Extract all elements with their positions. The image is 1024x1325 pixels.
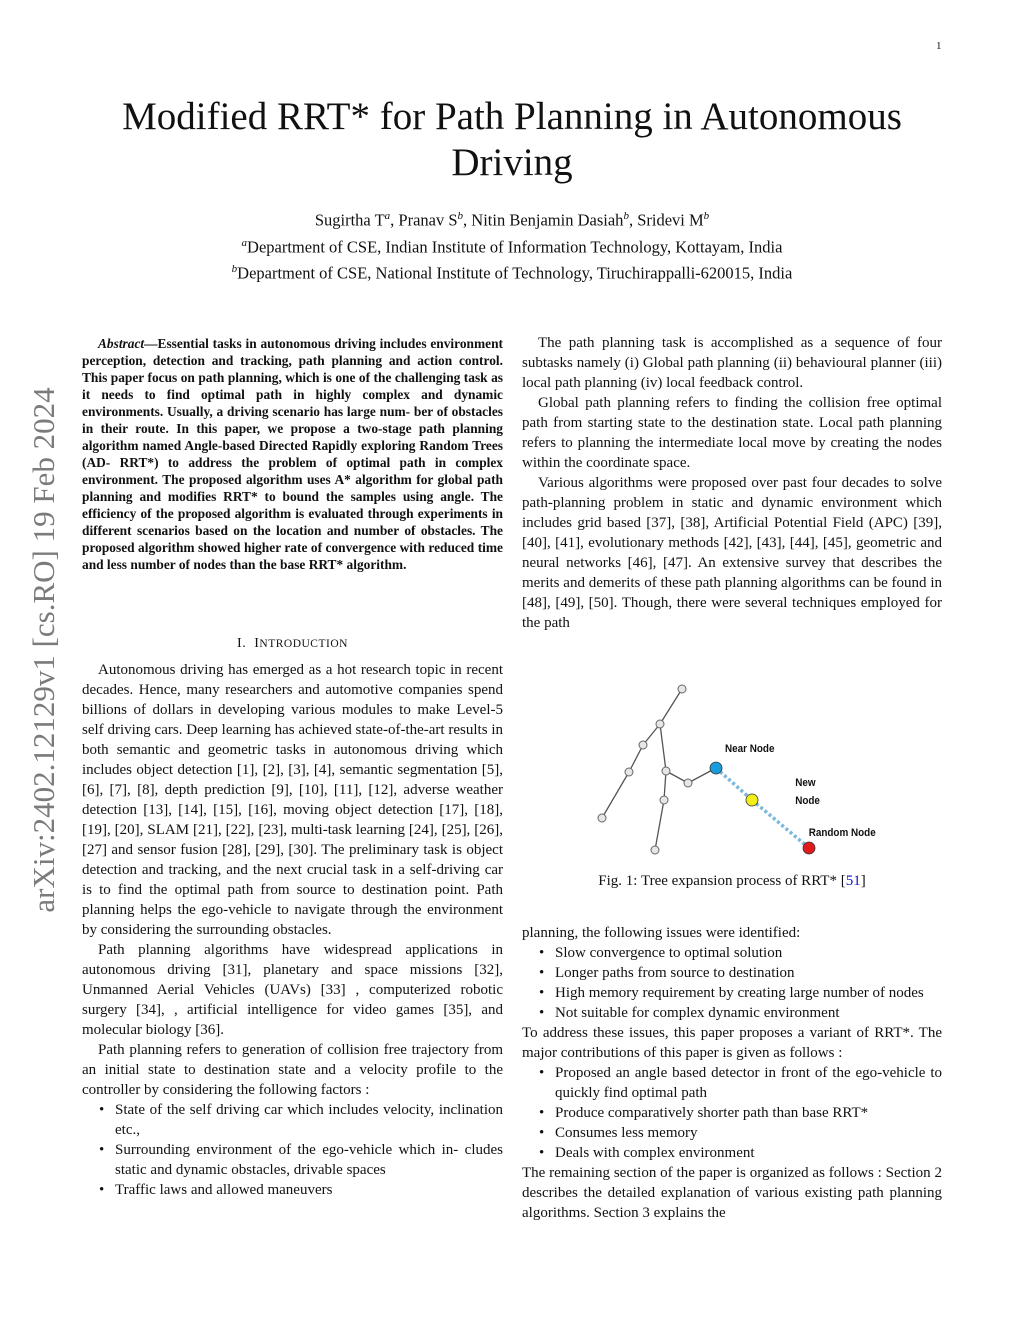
body-paragraph: The path planning task is accomplished as a sequence of four subtasks namely (i) Global path planning (ii) behavioural planner (iii) local path planning (iv) local feedback control. [522, 335, 942, 391]
new-node-label: Node [795, 795, 820, 808]
body-paragraph: Various algorithms were proposed over past four decades to solve path-planning problem in static and dynamic environment which includes grid based [37], [38], Artificial Potential Field (APC) [39], [40], [41], evolutionary methods [42], [43], [44], [45], geometric and neural networks [46], [47]. An extensive survey that describes the merits and demerits of these path planning algorithms can be found in [48], [49], [50]. Though, there were several techniques employed for the path [522, 475, 942, 631]
tree-node [598, 814, 606, 822]
arxiv-identifier[interactable]: arXiv:2402.12129v1 [cs.RO] 19 Feb 2024 [26, 387, 61, 913]
author-name: Sugirtha T [314, 210, 385, 230]
issues-list [522, 943, 942, 1023]
list-item: • Longer paths from source to destination [555, 963, 942, 983]
list-item: • Produce comparatively shorter path than base RRT* [555, 1103, 942, 1123]
list-item: • Deals with complex environment [555, 1143, 942, 1163]
tree-node [625, 768, 633, 776]
figure-tree-expansion [590, 678, 880, 863]
contributions-list [522, 1063, 942, 1163]
author-affil-mark: b [623, 210, 629, 222]
figure-caption: Fig. 1: Tree expansion process of RRT* [51] [598, 873, 866, 889]
list-item: • Slow convergence to optimal solution [555, 943, 942, 963]
near-node-marker [710, 762, 722, 774]
body-paragraph: planning, the following issues were identified: [522, 925, 801, 941]
tree-node [662, 767, 670, 775]
section-heading-introduction: I. INTRODUCTION [237, 636, 348, 651]
factors-list [82, 1100, 503, 1200]
near-node-label: Near Node [725, 743, 775, 756]
new-node-label: New [795, 777, 816, 790]
tree-node [656, 720, 664, 728]
author-name: Nitin Benjamin Dasiah [471, 210, 624, 230]
affiliation-a: $^a$Department of CSE, Indian Institute of Information Technology, Kottayam, India [241, 236, 783, 256]
tree-nodes [598, 685, 692, 854]
tree-node [651, 846, 659, 854]
list-item: • Consumes less memory [555, 1123, 942, 1143]
list-item: • Proposed an angle based detector in front of the ego-vehicle to quickly find optimal path [555, 1063, 942, 1103]
right-column-top [522, 333, 942, 633]
tree-node [660, 796, 668, 804]
intro-paragraph: Path planning algorithms have widespread applications in autonomous driving [31], planetary and space missions [32], Unmanned Aerial Vehicles (UAVs) [33] , computerized robotic surgery [34], , artificial intelligence for video games [35], and molecular biology [36]. [82, 942, 503, 1038]
tree-edges [602, 689, 716, 850]
body-paragraph: Global path planning refers to finding the collision free optimal path from starting state to the destination state. Local path planning refers to planning the intermediate local move by creating the nodes within the coordinate space. [522, 395, 942, 471]
citation-link[interactable]: 51 [845, 873, 861, 889]
abstract [82, 335, 503, 573]
abstract-text: —Essential tasks in autonomous driving includes environment perception, detection and tracking, path planning and action control. This paper focus on path planning, which is one of the challenging task as it needs to find optimal path in highly complex and dynamic environments. Usually, a driving scenario has large num- ber of obstacles in their route. In this paper, we propose a two-stage path planning algorithm named Angle-based Directed Rapidly exploring Random Trees (AD- RRT*) to address the problem of optimal path in complex environment. The proposed algorithm uses A* algorithm for global path planning and modifies RRT* to bound the samples using angle. The efficiency of the proposed algorithm is evaluated through experiments in different scenarios based on the location and number of obstacles. The proposed algorithm showed higher rate of convergence with reduced time and less number of nodes than the base RRT* algorithm. [82, 336, 503, 572]
left-column [82, 660, 503, 1200]
tree-node [639, 741, 647, 749]
new-node-marker [746, 794, 758, 806]
tree-node [678, 685, 686, 693]
author-affil-mark: b [457, 210, 464, 222]
page-number: 1 [936, 40, 942, 52]
body-paragraph: The remaining section of the paper is organized as follows : Section 2 describes the detailed explanation of various existing path planning algorithms. Section 3 explains the [522, 1165, 942, 1221]
author-affil-mark: a [384, 210, 391, 222]
random-node-label: Random Node [808, 827, 876, 840]
list-item: • Traffic laws and allowed maneuvers [115, 1180, 503, 1200]
author-list: Sugirtha $T^a$, Pranav $S^b$, Nitin Benjamin Dasiah$^b$, Sridevi $M^b$ [314, 210, 710, 230]
list-item: • State of the self driving car which includes velocity, inclination etc., [115, 1100, 503, 1140]
author-affil-mark: b [703, 210, 710, 222]
list-item: • High memory requirement by creating large number of nodes [555, 983, 942, 1003]
right-column-bottom [522, 923, 942, 1223]
author-block [60, 205, 964, 285]
list-item: • Surrounding environment of the ego-vehicle which in- cludes static and dynamic obstacles, drivable spaces [115, 1140, 503, 1180]
affiliation-b: $^b$Department of CSE, National Institute of Technology, Tiruchirappalli-620015, India [231, 263, 793, 283]
intro-paragraph: Path planning refers to generation of collision free trajectory from an initial state to destination state and a velocity profile to the controller by considering the following factors : [82, 1042, 503, 1098]
intro-paragraph: Autonomous driving has emerged as a hot research topic in recent decades. Hence, many researchers and automotive companies spend billions of dollars in developing various modules to make Level-5 self driving cars. Deep learning has achieved state-of-the-art results in both semantic and geometric tasks in autonomous driving which includes object detection [1], [2], [3], [4], semantic segmentation [5], [6], [7], [8], depth prediction [9], [10], [11], [12], adverse weather detection [13], [14], [15], [16], moving object detection [17], [18], [19], [20], SLAM [21], [22], [23], multi-task learning [24], [25], [26], [27] and sensor fusion [28], [29], [30]. The preliminary task is object detection and tracking, and the next crucial task in a self-driving car is to find the optimal path from source to destination point. Path planning helps the ego-vehicle to navigate through the environment by considering the surrounding obstacles. [82, 662, 503, 938]
list-item: • Not suitable for complex dynamic environment [555, 1003, 942, 1023]
abstract-label: Abstract [98, 336, 145, 351]
paper-title: Modified RRT* for Path Planning in Autonomous Driving [122, 95, 902, 184]
body-paragraph: To address these issues, this paper proposes a variant of RRT*. The major contributions of this paper is given as follows : [522, 1025, 942, 1061]
tree-node [684, 779, 692, 787]
random-node-marker [803, 842, 815, 854]
author-name: Sridevi M [637, 210, 704, 230]
author-name: Pranav S [398, 210, 458, 230]
